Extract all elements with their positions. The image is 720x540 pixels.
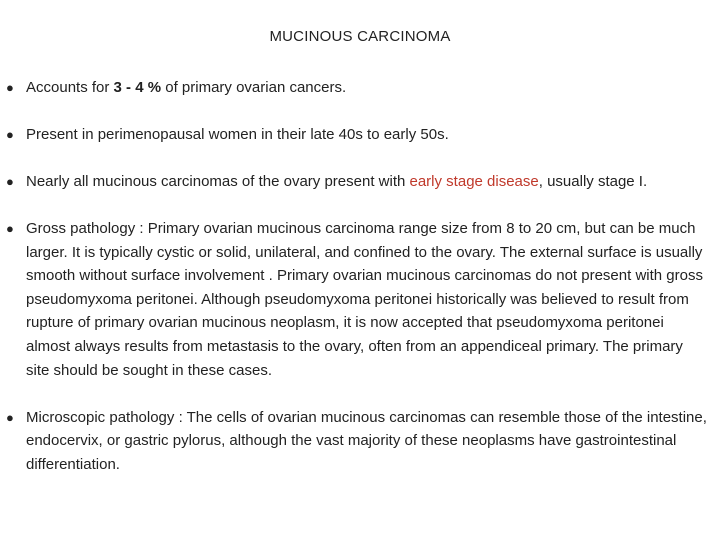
bullet-text: Accounts for [26,79,114,96]
bullet-text: of primary ovarian cancers. [161,79,347,96]
bullet-text: Present in perimenopausal women in their late 40s to early 50s. [26,125,449,143]
slide-title: MUCINOUS CARCINOMA [269,28,451,45]
bullet-dot-icon: ● [6,173,14,189]
bullet-dot-icon: ● [6,220,14,236]
bullet-list [6,76,710,476]
bullet-dot-icon: ● [6,409,14,425]
bullet-text: , usually stage I. [538,172,648,190]
bullet-age [6,123,710,147]
bullet-stage [6,170,710,194]
bullet-microscopic-pathology [6,406,710,477]
bullet-text: Gross pathology : Primary ovarian mucinous carcinoma range size from 8 to 20 cm, but can be much larger. It is typically cystic or solid, unilateral, and confined to the ovary. The external surface is usually smooth without surface involvement . Primary ovarian mucinous carcinomas do not present with gross pseudomyxoma peritonei. Although pseudomyxoma peritonei historically was believed to result from rupture of primary ovarian mucinous neoplasm, it is now accepted that pseudomyxoma peritonei almost always results from metastasis to the ovary, often from an appendiceal primary. The primary site should be sought in these cases. [26,219,703,379]
bullet-text: Microscopic pathology : The cells of ovarian mucinous carcinomas can resemble those of the intestine, endocervix, or gastric pylorus, although the vast majority of these neoplasms have gastrointestinal differentiation. [26,408,707,473]
bullet-text: Nearly all mucinous carcinomas of the ovary present with [26,172,410,190]
bullet-dot-icon: ● [6,80,14,95]
bullet-incidence [6,76,710,100]
bullet-gross-pathology [6,217,710,382]
bullet-bold-value: 3 - 4 % [113,79,162,96]
bullet-highlight: early stage disease [409,172,539,190]
bullet-dot-icon: ● [6,126,14,142]
